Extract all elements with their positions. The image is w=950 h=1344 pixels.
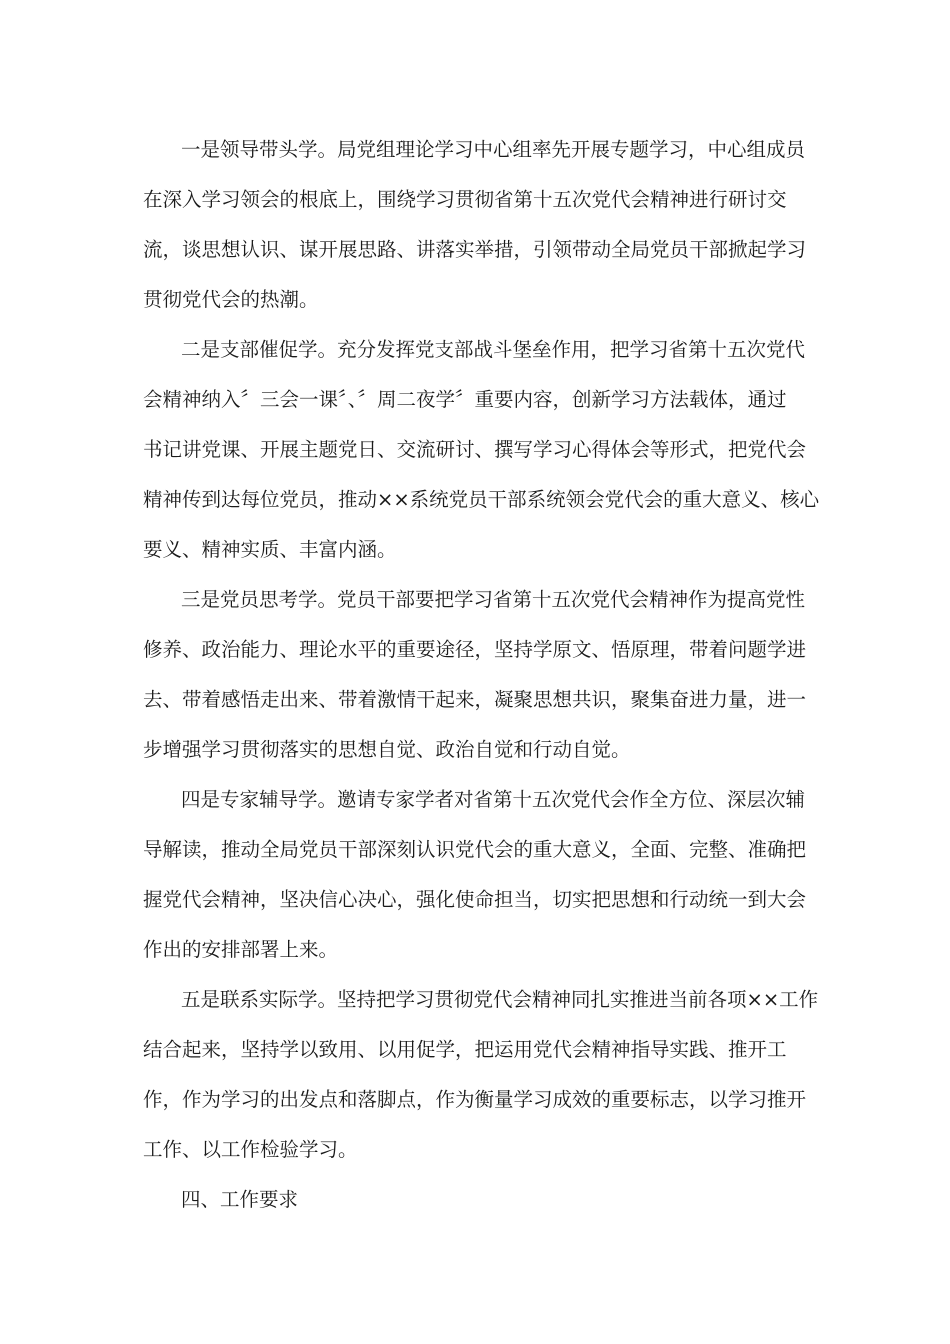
paragraph-line: 五是联系实际学。坚持把学习贯彻党代会精神同扎实推进当前各项××工作 (181, 988, 819, 1011)
paragraph-line: 在深入学习领会的根底上，围绕学习贯彻省第十五次党代会精神进行研讨交 (143, 188, 787, 211)
paragraph-practice (143, 980, 819, 1180)
paragraph-line: 导解读，推动全局党员干部深刻认识党代会的重大意义，全面、完整、准确把 (143, 838, 807, 861)
paragraph-line: 步增强学习贯彻落实的思想自觉、政治自觉和行动自觉。 (143, 738, 631, 761)
paragraph-line: 会精神纳入〞三会一课〞、〞周二夜学〞重要内容，创新学习方法载体，通过 (143, 388, 787, 411)
section-heading: 四、工作要求 (181, 1188, 299, 1211)
document-body (143, 130, 820, 1230)
paragraph-line: 修养、政治能力、理论水平的重要途径，坚持学原文、悟原理，带着问题学进 (143, 638, 807, 661)
paragraph-line: 作出的安排部署上来。 (143, 938, 339, 961)
paragraph-line: 二是支部催促学。充分发挥党支部战斗堡垒作用，把学习省第十五次党代 (181, 338, 806, 361)
paragraph-leadership (143, 130, 807, 330)
paragraph-line: 工作、以工作检验学习。 (143, 1138, 358, 1161)
paragraph-line: 三是党员思考学。党员干部要把学习省第十五次党代会精神作为提高党性 (181, 588, 806, 611)
paragraph-line: 流，谈思想认识、谋开展思路、讲落实举措，引领带动全局党员干部掀起学习 (143, 238, 807, 261)
paragraph-experts (143, 780, 807, 980)
paragraph-line: 精神传到达每位党员，推动××系统党员干部系统领会党代会的重大意义、核心 (143, 488, 820, 511)
paragraph-branch (143, 330, 820, 580)
paragraph-members (143, 580, 807, 780)
paragraph-line: 结合起来，坚持学以致用、以用促学，把运用党代会精神指导实践、推开工 (143, 1038, 787, 1061)
paragraph-line: 一是领导带头学。局党组理论学习中心组率先开展专题学习，中心组成员 (181, 138, 806, 161)
paragraph-line: 贯彻党代会的热潮。 (143, 288, 319, 311)
paragraph-line: 作，作为学习的出发点和落脚点，作为衡量学习成效的重要标志，以学习推开 (143, 1088, 807, 1111)
paragraph-line: 书记讲党课、开展主题党日、交流研讨、撰写学习心得体会等形式，把党代会 (143, 438, 807, 461)
paragraph-line: 四是专家辅导学。邀请专家学者对省第十五次党代会作全方位、深层次辅 (181, 788, 806, 811)
paragraph-line: 要义、精神实质、丰富内涵。 (143, 538, 397, 561)
paragraph-line: 握党代会精神，坚决信心决心，强化使命担当，切实把思想和行动统一到大会 (143, 888, 807, 911)
paragraph-line: 去、带着感悟走出来、带着激情干起来，凝聚思想共识，聚集奋进力量，进一 (143, 688, 807, 711)
